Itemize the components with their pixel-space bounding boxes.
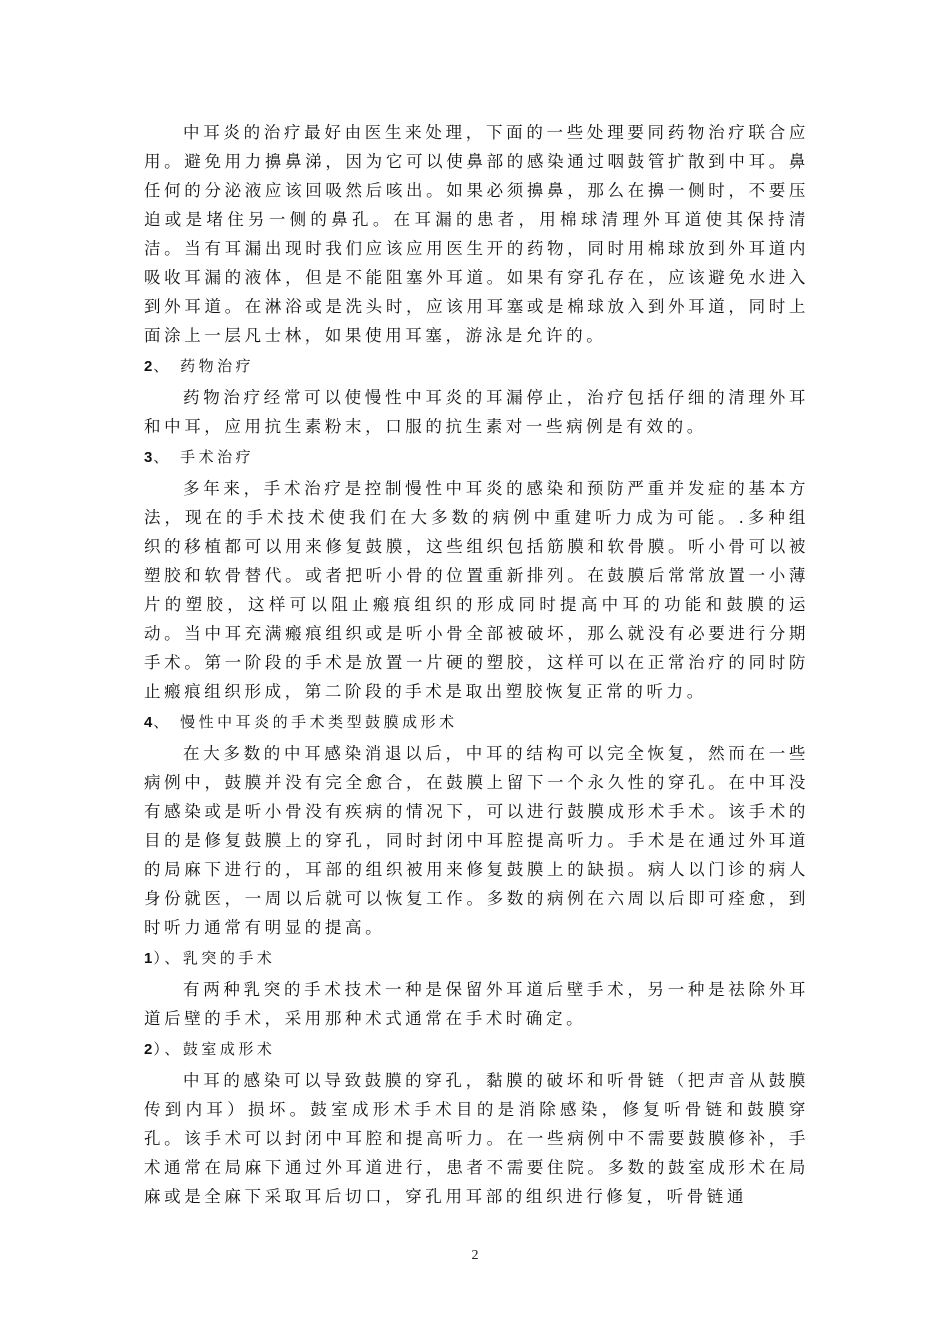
section-title: ）、乳突的手术: [153, 949, 276, 967]
body-paragraph: 有两种乳突的手术技术一种是保留外耳道后壁手术，另一种是祛除外耳道后壁的手术，采用那种术式通常在手术时确定。: [144, 980, 809, 1028]
section-number: 3: [144, 449, 154, 466]
body-paragraph: 中耳的感染可以导致鼓膜的穿孔，黏膜的破坏和听骨链（把声音从鼓膜传到内耳）损坏。鼓室成形术手术目的是消除感染，修复听骨链和鼓膜穿孔。该手术可以封闭中耳腔和提高听力。在一些病例中不需要鼓膜修补，手术通常在局麻下通过外耳道进行，患者不需要住院。多数的鼓室成形术在局麻或是全麻下采取耳后切口，穿孔用耳部的组织进行修复，听骨链通: [144, 1071, 809, 1206]
body-paragraph: 多年来，手术治疗是控制慢性中耳炎的感染和预防严重并发症的基本方法，现在的手术技术使我们在大多数的病例中重建听力成为可能。.多种组织的移植都可以用来修复鼓膜，这些组织包括筋膜和软骨膜。听小骨可以被塑胶和软骨替代。或者把听小骨的位置重新排列。在鼓膜后常常放置一小薄片的塑胶，这样可以阻止瘢痕组织的形成同时提高中耳的功能和鼓膜的运动。当中耳充满瘢痕组织或是听小骨全部被破坏，那么就没有必要进行分期手术。第一阶段的手术是放置一片硬的塑胶，这样可以在正常治疗的同时防止瘢痕组织形成，第二阶段的手术是取出塑胶恢复正常的听力。: [144, 479, 809, 701]
section-number: 2: [144, 1041, 154, 1058]
document-body: [144, 118, 809, 1211]
section-heading: [144, 352, 809, 381]
section-number: 1: [144, 950, 154, 967]
page-number: 2: [471, 1248, 479, 1263]
section-number: 2: [144, 358, 154, 375]
section-heading: [144, 1035, 809, 1064]
section-number: 4: [144, 714, 154, 731]
section-heading: [144, 443, 809, 472]
body-paragraph: 中耳炎的治疗最好由医生来处理，下面的一些处理要同药物治疗联合应用。避免用力擤鼻涕，因为它可以使鼻部的感染通过咽鼓管扩散到中耳。鼻任何的分泌液应该回吸然后咳出。如果必须擤鼻，那么在擤一侧时，不要压迫或是堵住另一侧的鼻孔。在耳漏的患者，用棉球清理外耳道使其保持清洁。当有耳漏出现时我们应该应用医生开的药物，同时用棉球放到外耳道内吸收耳漏的液体，但是不能阻塞外耳道。如果有穿孔存在，应该避免水进入到外耳道。在淋浴或是洗头时，应该用耳塞或是棉球放入到外耳道，同时上面涂上一层凡士林，如果使用耳塞，游泳是允许的。: [144, 123, 809, 345]
section-heading: [144, 944, 809, 973]
section-heading: [144, 708, 809, 737]
section-title: 、 手术治疗: [153, 448, 255, 466]
section-title: 、 慢性中耳炎的手术类型鼓膜成形术: [153, 713, 458, 731]
body-paragraph: 药物治疗经常可以使慢性中耳炎的耳漏停止，治疗包括仔细的清理外耳和中耳，应用抗生素粉末，口服的抗生素对一些病例是有效的。: [144, 388, 809, 436]
section-title: ）、鼓室成形术: [153, 1040, 276, 1058]
section-title: 、 药物治疗: [153, 357, 255, 375]
body-paragraph: 在大多数的中耳感染消退以后，中耳的结构可以完全恢复，然而在一些病例中，鼓膜并没有完全愈合，在鼓膜上留下一个永久性的穿孔。在中耳没有感染或是听小骨没有疾病的情况下，可以进行鼓膜成形术手术。该手术的目的是修复鼓膜上的穿孔，同时封闭中耳腔提高听力。手术是在通过外耳道的局麻下进行的，耳部的组织被用来修复鼓膜上的缺损。病人以门诊的病人身份就医，一周以后就可以恢复工作。多数的病例在六周以后即可痊愈，到时听力通常有明显的提高。: [144, 744, 809, 937]
